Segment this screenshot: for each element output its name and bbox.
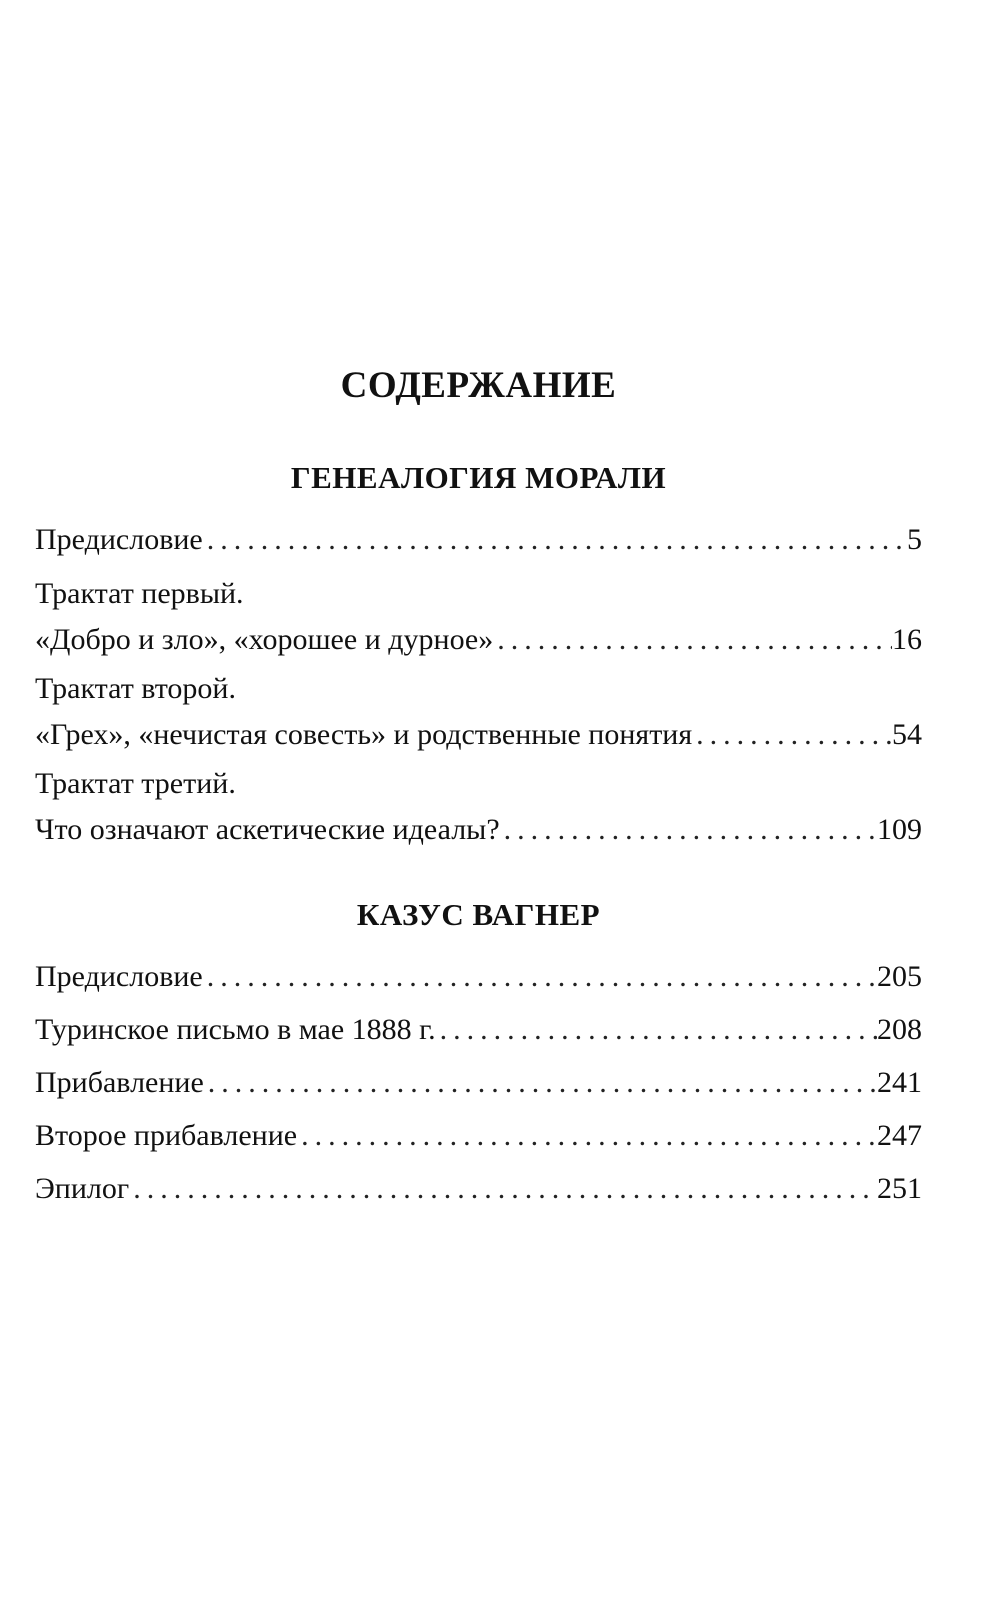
toc-entry[interactable] xyxy=(35,959,922,1007)
toc-entry-label: Что означают аскетические идеалы? xyxy=(35,813,500,846)
toc-page-number: 205 xyxy=(877,960,922,993)
toc-page-number: 241 xyxy=(877,1066,922,1099)
toc-entry[interactable] xyxy=(35,522,922,570)
toc-page-number: 54 xyxy=(892,718,922,751)
toc-entry-label: Предисловие xyxy=(35,523,203,556)
toc-entry[interactable] xyxy=(35,1118,922,1166)
toc-entry[interactable] xyxy=(35,766,922,860)
dot-leader xyxy=(203,522,907,558)
toc-entry-label: Эпилог xyxy=(35,1172,130,1205)
toc-entry-prefix: Трактат третий. xyxy=(35,767,236,800)
toc-entry-label: «Добро и зло», «хорошее и дурное» xyxy=(35,623,494,656)
dot-leader xyxy=(500,812,877,848)
toc-entry-prefix: Трактат первый. xyxy=(35,577,244,610)
toc-entry-label: Второе прибавление xyxy=(35,1119,298,1152)
dot-leader xyxy=(204,1065,877,1101)
toc-page-number: 109 xyxy=(877,813,922,846)
section-title-genealogy: ГЕНЕАЛОГИЯ МОРАЛИ xyxy=(290,460,667,495)
toc-entry[interactable] xyxy=(35,671,922,765)
dot-leader xyxy=(297,1118,877,1154)
toc-entry-prefix: Трактат второй. xyxy=(35,672,236,705)
section-title-wagner: КАЗУС ВАГНЕР xyxy=(356,897,601,932)
toc-entry[interactable] xyxy=(35,1171,922,1219)
dot-leader xyxy=(436,1012,877,1048)
toc-entry[interactable] xyxy=(35,1065,922,1113)
toc-entry-label: Прибавление xyxy=(35,1066,204,1099)
toc-page-number: 251 xyxy=(877,1172,922,1205)
toc-entry-label: Предисловие xyxy=(35,960,203,993)
toc-page-number: 208 xyxy=(877,1013,922,1046)
toc-entry-label: «Грех», «нечистая совесть» и родственные понятия xyxy=(35,718,693,751)
contents-heading: СОДЕРЖАНИЕ xyxy=(340,365,617,406)
toc-page-number: 247 xyxy=(877,1119,922,1152)
dot-leader xyxy=(129,1171,877,1207)
dot-leader xyxy=(493,622,892,658)
toc-entry-label: Туринское письмо в мае 1888 г. xyxy=(35,1013,436,1046)
dot-leader xyxy=(203,959,877,995)
dot-leader xyxy=(692,717,892,753)
toc-page-number: 16 xyxy=(892,623,922,656)
toc-entry[interactable] xyxy=(35,1012,922,1060)
toc-page-number: 5 xyxy=(907,523,922,556)
toc-entry[interactable] xyxy=(35,576,922,670)
